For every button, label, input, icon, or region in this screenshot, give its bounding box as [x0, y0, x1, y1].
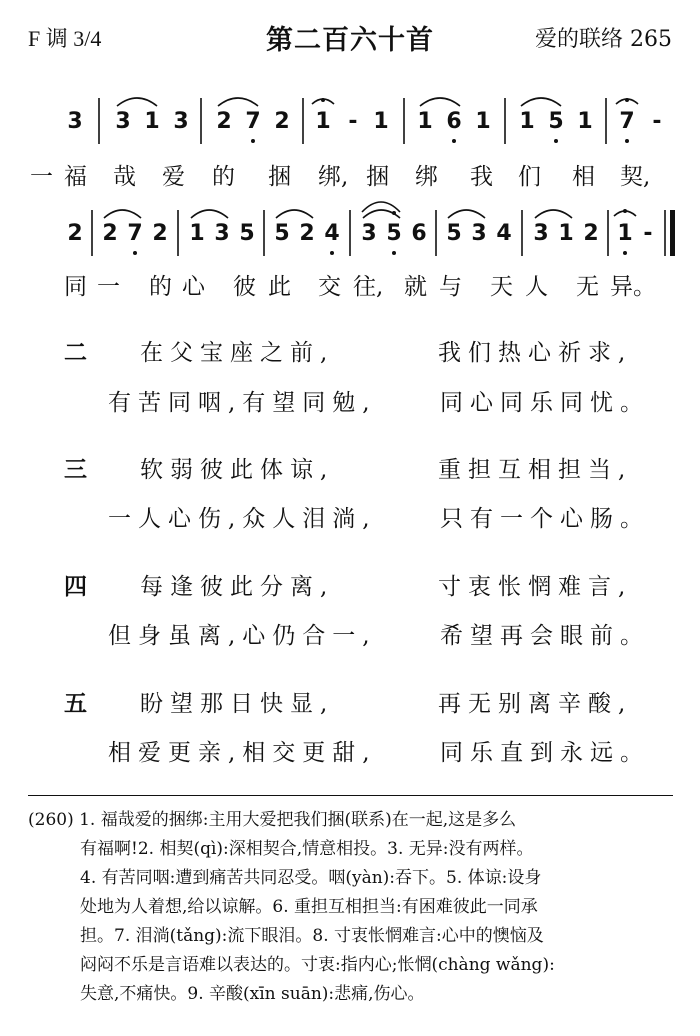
note: 2 — [216, 109, 232, 134]
note: 1 — [577, 109, 593, 134]
note: - — [652, 109, 662, 134]
lyric: 交 — [318, 274, 341, 300]
footnote-line: 4. 有苦同咽:遭到痛苦共同忍受。咽(yàn):吞下。5. 体谅:设身 — [80, 868, 542, 888]
verse-text: 再无别离辛酸, — [438, 691, 633, 717]
note: 6 — [446, 109, 462, 134]
note: 3 — [173, 109, 189, 134]
verse-text: 盼望那日快显, — [140, 691, 335, 717]
verse-text: 寸衷怅惘难言, — [438, 574, 633, 600]
note: 3 — [67, 109, 83, 134]
lyric: 捆 — [268, 164, 291, 190]
note: 3 — [361, 221, 377, 246]
footnotes — [28, 806, 678, 1009]
note: 5 — [239, 221, 255, 246]
collection-label: 爱的联络 265 — [535, 27, 672, 52]
note: 1 — [558, 221, 574, 246]
lyric-line-2 — [0, 268, 700, 298]
jianpu-score — [0, 0, 700, 300]
note: 3 — [214, 221, 230, 246]
verse-text: 每逢彼此分离, — [140, 574, 335, 600]
note: 1 — [144, 109, 160, 134]
lyric: 彼 — [233, 274, 256, 300]
lyric: 同 — [64, 274, 87, 300]
lyric: 绑 — [415, 164, 438, 190]
note: 2 — [102, 221, 118, 246]
lyric: 捆 — [366, 164, 389, 190]
note: 2 — [152, 221, 168, 246]
note: 5 — [274, 221, 290, 246]
lyric: 哉 — [113, 164, 136, 190]
lyric: 们 — [518, 164, 541, 190]
lyric: 天 — [490, 274, 513, 300]
lyric: 无 — [576, 274, 599, 300]
verse-text: 在父宝座之前, — [140, 340, 335, 366]
verse-text: 一人心伤,众人泪淌, — [108, 506, 377, 532]
lyric: 就 — [404, 274, 427, 300]
verse-number: 四 — [64, 574, 87, 600]
verse-text: 软弱彼此体谅, — [140, 457, 335, 483]
verse-text: 我们热心祈求, — [438, 340, 633, 366]
lyric: 的 — [149, 274, 172, 300]
footnote-line: (260) 1. 福哉爱的捆绑:主用大爱把我们捆(联系)在一起,这是多么 — [28, 810, 517, 830]
verse-text: 有苦同咽,有望同勉, — [108, 390, 377, 416]
lyric: 的 — [212, 164, 235, 190]
verse-number: 三 — [64, 457, 87, 483]
note: 7 — [619, 109, 635, 134]
hymn-title: 第二百六十首 — [266, 25, 434, 56]
note: - — [348, 109, 358, 134]
note: 7 — [127, 221, 143, 246]
note: 6 — [411, 221, 427, 246]
note: 2 — [274, 109, 290, 134]
note: 1 — [475, 109, 491, 134]
note: 2 — [583, 221, 599, 246]
lyric: 一 — [30, 164, 53, 190]
lyric: 绑, — [318, 164, 349, 190]
footnote-line: 失意,不痛快。9. 辛酸(xīn suān):悲痛,伤心。 — [80, 984, 425, 1004]
verse-text: 重担互相担当, — [438, 457, 633, 483]
note: 3 — [533, 221, 549, 246]
note: 1 — [315, 109, 331, 134]
lyric: 人 — [525, 274, 548, 300]
note: 1 — [617, 221, 633, 246]
lyric: 与 — [439, 274, 462, 300]
verse-text: 同心同乐同忧。 — [440, 390, 650, 416]
lyric: 我 — [470, 164, 493, 190]
lyric: 异。 — [610, 274, 656, 300]
lyric: 福 — [64, 164, 87, 190]
footnote-line: 闷闷不乐是言语难以表达的。寸衷:指内心;怅惘(chàng wǎng): — [80, 955, 555, 975]
footnote-line: 担。7. 泪淌(tǎng):流下眼泪。8. 寸衷怅惘难言:心中的懊恼及 — [80, 926, 544, 946]
verse-text: 但身虽离,心仍合一, — [108, 623, 377, 649]
note: 1 — [189, 221, 205, 246]
note: 1 — [373, 109, 389, 134]
lyric: 心 — [182, 274, 205, 300]
note: - — [643, 221, 653, 246]
lyric: 契, — [620, 164, 651, 190]
note: 1 — [519, 109, 535, 134]
lyric: 此 — [268, 274, 291, 300]
key-signature: F 调 3/4 — [28, 26, 102, 51]
verse-text: 同乐直到永远。 — [440, 740, 650, 766]
footnote-line: 有福啊!2. 相契(qì):深相契合,情意相投。3. 无异:没有两样。 — [80, 839, 534, 859]
lyric: 一 — [97, 274, 120, 300]
verse-number: 二 — [64, 340, 87, 366]
note: 2 — [67, 221, 83, 246]
footnote-line: 处地为人着想,给以谅解。6. 重担互相担当:有困难彼此一同承 — [80, 897, 538, 917]
lyric: 往, — [353, 274, 384, 300]
lyric: 相 — [572, 164, 595, 190]
note: 7 — [245, 109, 261, 134]
note: 1 — [417, 109, 433, 134]
verse-number: 五 — [64, 691, 87, 717]
footnote-divider — [28, 795, 673, 796]
note: 4 — [324, 221, 340, 246]
note: 3 — [115, 109, 131, 134]
lyric-line-1 — [0, 158, 700, 188]
lyric: 爱 — [162, 164, 185, 190]
note: 2 — [299, 221, 315, 246]
note: 5 — [446, 221, 462, 246]
note: 4 — [496, 221, 512, 246]
verse-text: 只有一个心肠。 — [440, 506, 650, 532]
verse-text: 相爱更亲,相交更甜, — [108, 740, 377, 766]
note: 5 — [386, 221, 402, 246]
note: 5 — [548, 109, 564, 134]
verse-text: 希望再会眼前。 — [440, 623, 650, 649]
note: 3 — [471, 221, 487, 246]
